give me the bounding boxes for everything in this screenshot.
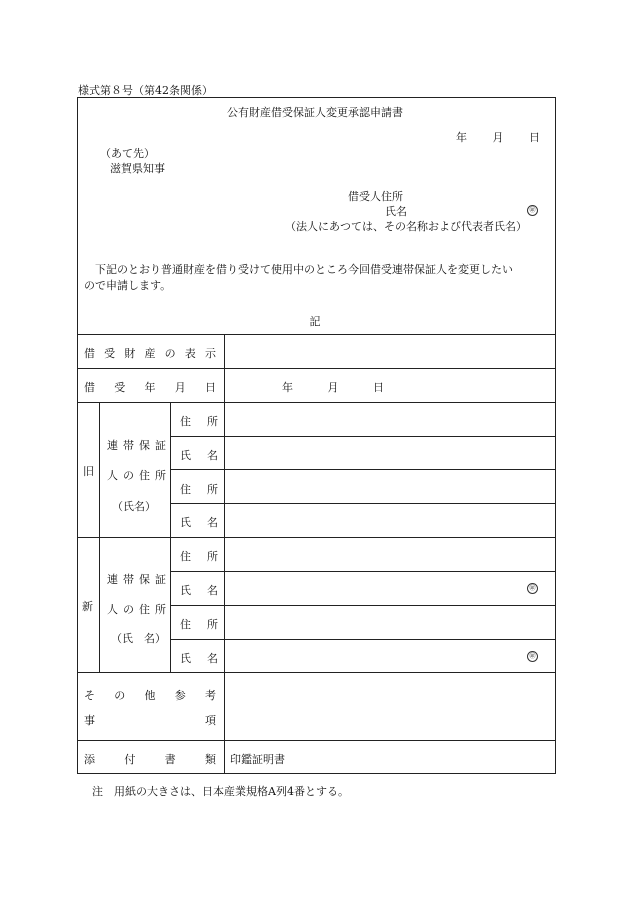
table-rule-vertical [99,402,100,672]
body-line-2: ので申請します。 [84,279,172,292]
label-char: 年 [144,381,156,394]
label-char: 月 [174,381,186,394]
label-char: 事 [84,714,95,727]
new-guarantor-label-line1 [107,571,166,587]
table-rule [170,503,556,504]
label-char: そ [84,689,95,702]
form-title: 公有財産借受保証人変更承認申請書 [227,106,403,119]
applicant-name-label: 氏名 [385,205,407,218]
new-address-field-2[interactable] [226,607,554,638]
borrow-date-label [84,379,216,395]
label-char: 日 [205,381,216,394]
old-address-label [180,413,218,429]
label-char: 参 [174,689,186,702]
label-char: 借 [84,347,95,360]
label-char: 付 [124,753,136,766]
label-char: 所 [207,618,218,631]
other-matters-label-line2 [84,712,216,728]
old-address-field[interactable] [226,404,554,435]
new-name-field[interactable] [226,573,554,604]
label-char: 名 [207,652,218,665]
label-char: 受 [114,381,126,394]
label-char: 借 [84,381,95,394]
date-year-char: 年 [282,381,293,394]
new-name-label [180,582,218,598]
new-name-label-2 [180,650,218,666]
table-rule [170,639,556,640]
label-char: の [123,603,134,616]
label-char: 帯 [123,439,134,452]
label-char: 所 [155,469,166,482]
new-guarantor-label-line3: （氏 名） [111,632,166,645]
label-char: 所 [207,550,218,563]
table-rule [77,537,556,538]
old-name-label-2 [180,514,218,530]
other-matters-field[interactable] [226,674,554,739]
new-name-seal-icon: ㊞ [527,583,538,594]
applicant-seal-icon: ㊞ [527,205,538,216]
label-char: 産 [144,347,156,360]
label-char: 証 [155,573,166,586]
label-char: 書 [164,753,176,766]
table-rule [77,672,556,673]
body-line-1: 下記のとおり普通財産を借り受けて使用中のところ今回借受連帯保証人を変更したい [95,263,513,276]
label-char: 名 [207,449,218,462]
new-name-seal-icon-2: ㊞ [527,651,538,662]
table-rule-vertical [224,334,225,774]
label-char: 表 [184,347,196,360]
old-guarantor-side-label: 旧 [83,465,94,478]
date-day-char: 日 [529,131,540,144]
table-rule [77,402,556,403]
old-guarantor-label-line2 [107,467,166,483]
label-char: 考 [205,689,216,702]
form-number: 様式第８号（第42条関係） [78,84,213,97]
date-day-char: 日 [373,381,384,394]
label-char: 住 [180,550,191,563]
label-char: 名 [207,584,218,597]
new-address-label [180,548,218,564]
label-char: 所 [207,483,218,496]
old-address-field-2[interactable] [226,471,554,502]
attachments-value: 印鑑証明書 [230,753,285,766]
old-name-field-2[interactable] [226,505,554,536]
label-char: の [164,347,176,360]
application-date [456,129,540,145]
label-char: 住 [180,415,191,428]
table-rule [77,740,556,741]
label-char: 受 [104,347,116,360]
property-display-label [84,345,216,361]
table-rule [170,436,556,437]
label-char: 証 [155,439,166,452]
label-char: 財 [124,347,136,360]
label-char: 氏 [180,516,191,529]
label-char: 住 [139,603,150,616]
applicant-address-label: 借受人住所 [348,190,403,203]
other-matters-label-line1 [84,687,216,703]
old-name-field[interactable] [226,438,554,468]
label-char: 所 [155,603,166,616]
date-year-char: 年 [456,131,467,144]
table-rule [170,469,556,470]
property-display-field[interactable] [226,336,554,367]
table-rule [170,605,556,606]
label-char: 住 [139,469,150,482]
ki-label: 記 [309,315,321,328]
label-char: 住 [180,618,191,631]
label-char: 連 [107,439,118,452]
applicant-note: （法人にあつては、その名称および代表者氏名） [285,220,527,233]
label-char: 添 [84,753,95,766]
label-char: 人 [107,469,118,482]
table-rule [77,368,556,369]
label-char: 類 [204,753,216,766]
new-guarantor-label-line2 [107,601,166,617]
label-char: 保 [139,573,150,586]
label-char: 示 [204,347,216,360]
label-char: 帯 [123,573,134,586]
addressee-prefix: （あて先） [100,147,155,160]
old-guarantor-label-line1 [107,437,166,453]
table-rule-vertical [170,402,171,672]
table-rule [77,334,556,335]
old-address-label-2 [180,481,218,497]
label-char: 項 [205,714,216,727]
label-char: 氏 [180,652,191,665]
label-char: 人 [107,603,118,616]
old-guarantor-label-line3: （氏名） [112,500,156,513]
new-address-field[interactable] [226,539,554,570]
label-char: 保 [139,439,150,452]
label-char: 連 [107,573,118,586]
label-char: 他 [144,689,156,702]
borrow-date-field[interactable] [282,379,384,395]
addressee-name: 滋賀県知事 [110,162,165,175]
date-month-char: 月 [327,381,339,394]
new-address-label-2 [180,616,218,632]
label-char: の [114,689,126,702]
label-char: 名 [207,516,218,529]
label-char: 氏 [180,584,191,597]
label-char: 住 [180,483,191,496]
new-guarantor-side-label: 新 [82,600,93,613]
footnote: 注 用紙の大きさは、日本産業規格A列4番とする。 [92,785,349,798]
label-char: の [123,469,134,482]
old-name-label [180,447,218,463]
new-name-field-2[interactable] [226,641,554,671]
table-rule [170,571,556,572]
attachments-label [84,751,216,767]
label-char: 氏 [180,449,191,462]
label-char: 所 [207,415,218,428]
date-month-char: 月 [492,131,504,144]
